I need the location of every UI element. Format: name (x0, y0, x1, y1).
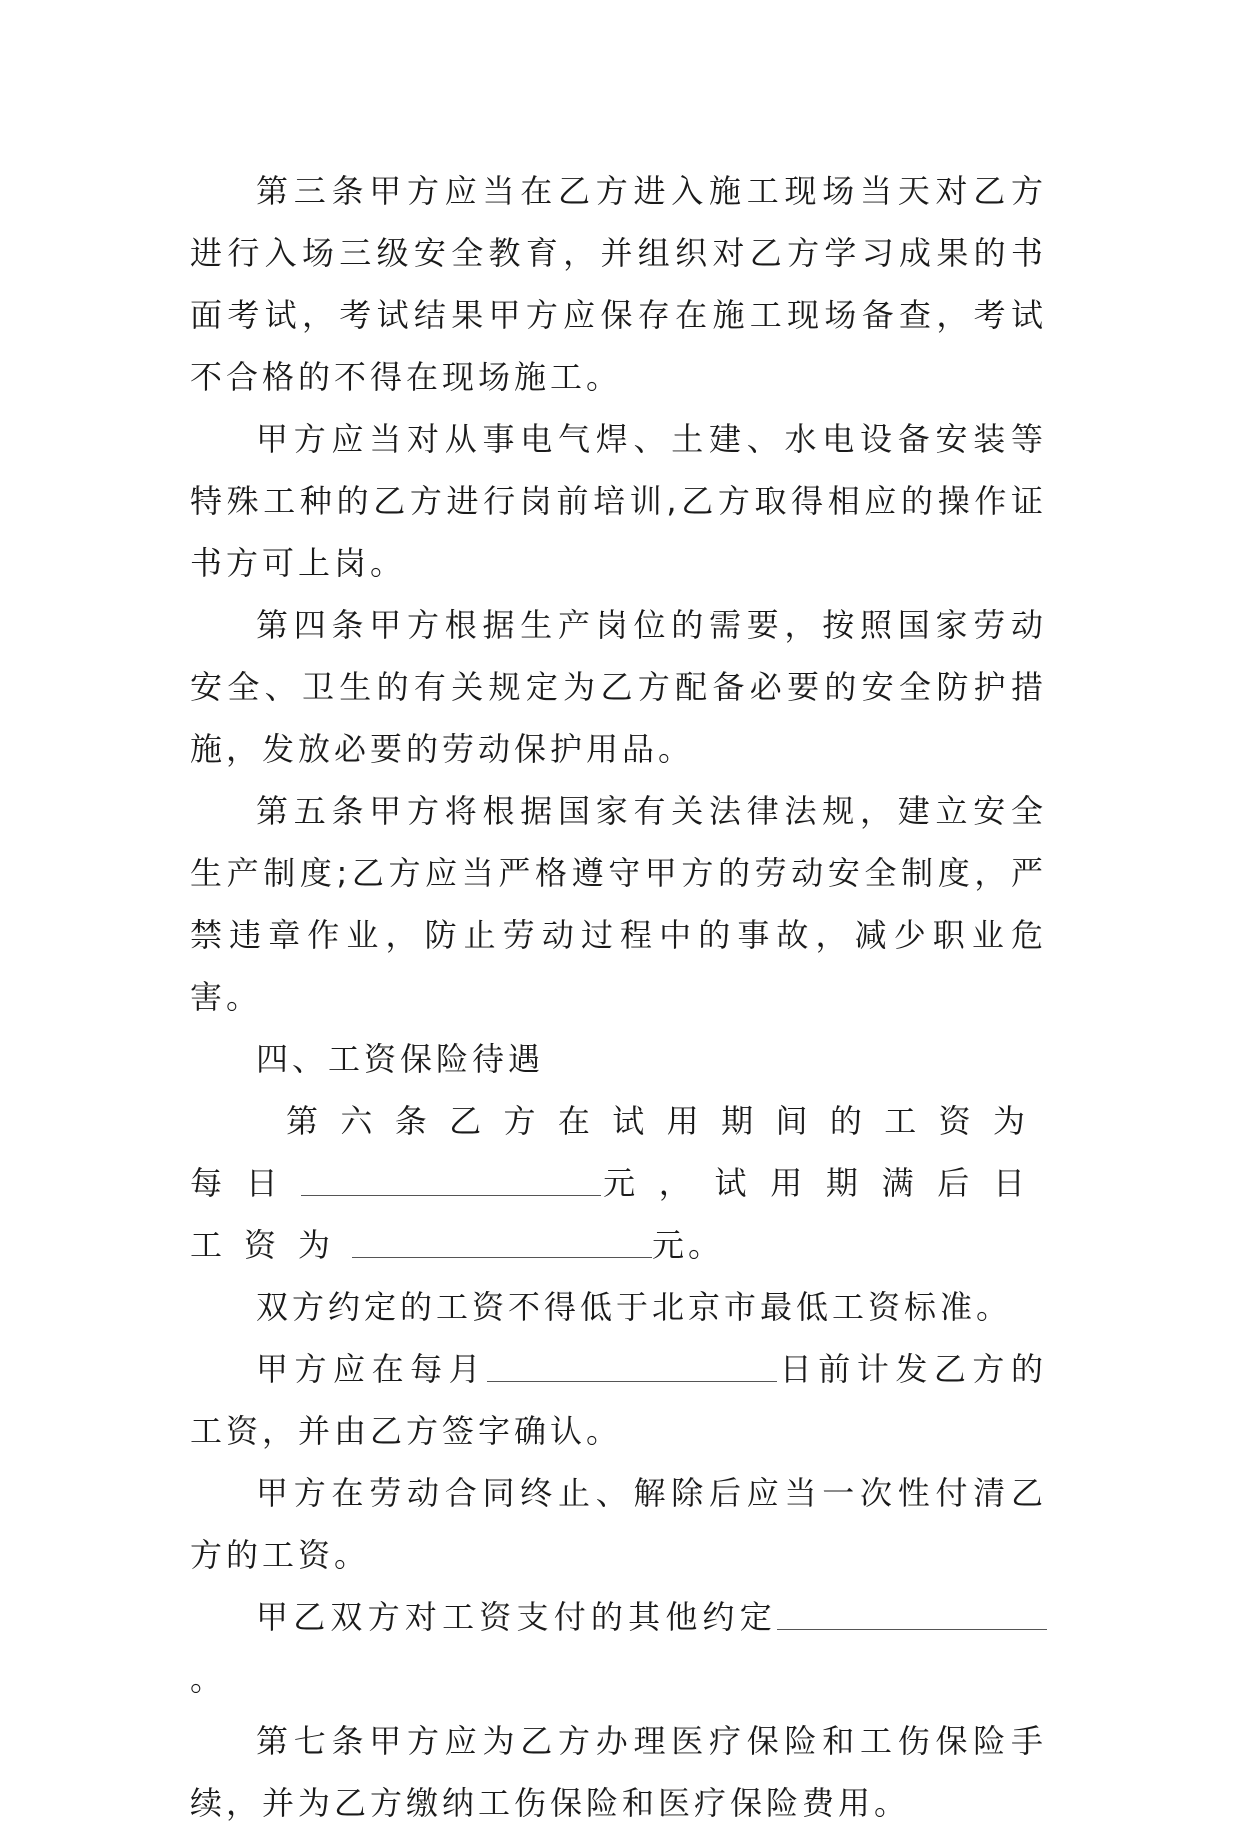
other-terms-blank[interactable] (777, 1601, 1047, 1630)
article-6-text-3: 元。 (652, 1226, 725, 1264)
article-6-text-2: 元，试用期满后日工资为 (190, 1164, 1047, 1264)
paragraph-minimum-wage: 双方约定的工资不得低于北京市最低工资标准。 (256, 1288, 1013, 1326)
paragraph-article-5: 第五条甲方将根据国家有关法律法规，建立安全生产制度;乙方应当严格遵守甲方的劳动安全制度，严禁违章作业，防止劳动过程中的事故，减少职业危害。 (190, 792, 1047, 1016)
paragraph-article-6 (190, 1090, 1047, 1276)
regular-wage-blank[interactable] (352, 1229, 652, 1258)
document-body (190, 160, 1047, 1834)
other-terms-text-2: 。 (190, 1660, 227, 1698)
paragraph-final-payment: 甲方在劳动合同终止、解除后应当一次性付清乙方的工资。 (190, 1474, 1047, 1574)
paragraph-other-terms (190, 1586, 1047, 1710)
paragraph-special-training: 甲方应当对从事电气焊、土建、水电设备安装等特殊工种的乙方进行岗前培训,乙方取得相应的操作证书方可上岗。 (190, 420, 1047, 582)
probation-wage-blank[interactable] (301, 1167, 601, 1196)
paragraph-article-4: 第四条甲方根据生产岗位的需要，按照国家劳动安全、卫生的有关规定为乙方配备必要的安全防护措施，发放必要的劳动保护用品。 (190, 606, 1047, 768)
paragraph-article-3: 第三条甲方应当在乙方进入施工现场当天对乙方进行入场三级安全教育，并组织对乙方学习成果的书面考试，考试结果甲方应保存在施工现场备查，考试不合格的不得在现场施工。 (190, 172, 1047, 396)
other-terms-text-1: 甲乙双方对工资支付的其他约定 (256, 1598, 777, 1636)
paragraph-article-7: 第七条甲方应为乙方办理医疗保险和工伤保险手续，并为乙方缴纳工伤保险和医疗保险费用。 (190, 1722, 1047, 1822)
pay-day-blank[interactable] (487, 1353, 777, 1382)
section-heading-wages: 四、工资保险待遇 (256, 1040, 545, 1078)
paragraph-pay-day (190, 1338, 1047, 1462)
pay-day-text-2: 日前计发乙方的工资，并由乙方签字确认。 (190, 1350, 1047, 1450)
article-6-text-1: 第六条乙方在试用期间的工资为每日 (190, 1102, 1047, 1202)
pay-day-text-1: 甲方应在每月 (256, 1350, 488, 1388)
